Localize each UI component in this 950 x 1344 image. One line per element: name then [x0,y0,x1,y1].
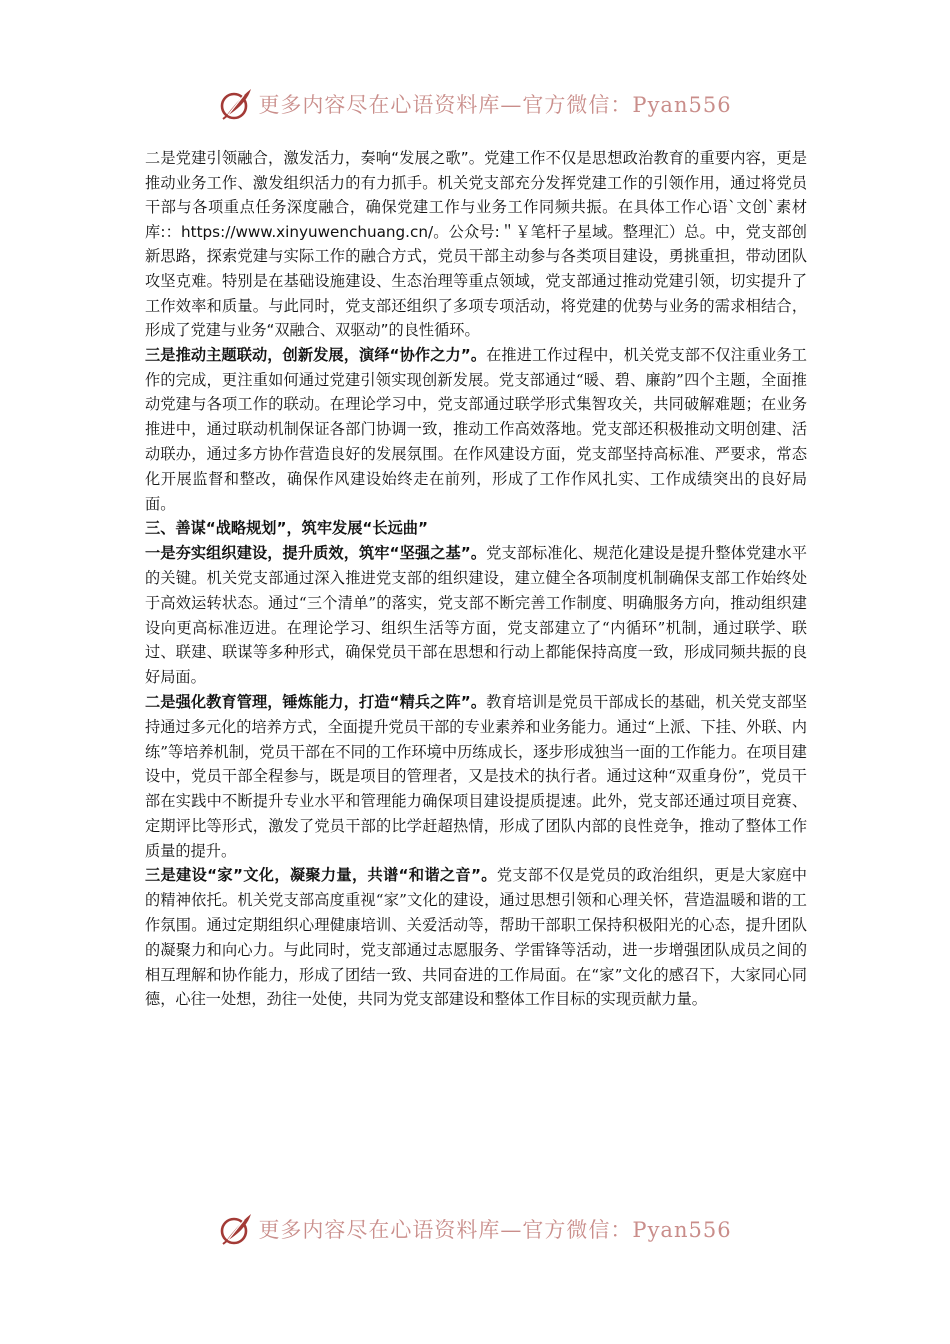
paragraph-lead: 三是建设“家”文化，凝聚力量，共谱“和谐之音”。 [145,866,497,885]
paragraph-text: 党支部不仅是党员的政治组织，更是大家庭中的精神依托。机关党支部高度重视“家”文化的建设，通过思想引领和心理关怀，营造温暖和谐的工作氛围。通过定期组织心理健康培训、关爱活动等，帮助干部职工保持积极阳光的心态，提升团队的凝聚力和向心力。与此同时，党支部通过志愿服务、学雷锋等活动，进一步增强团队成员之间的相互理解和协作能力，形成了团结一致、共同奋进的工作局面。在“家”文化的感召下，大家同心同德，心往一处想，劲往一处使，共同为党支部建设和整体工作目标的实现贡献力量。 [145,866,807,1009]
paragraph-text: 教育培训是党员干部成长的基础，机关党支部坚持通过多元化的培养方式，全面提升党员干部的专业素养和业务能力。通过“上派、下挂、外联、内练”等培养机制，党员干部在不同的工作环境中历练成长，逐步形成独当一面的工作能力。在项目建设中，党员干部全程参与，既是项目的管理者，又是技术的执行者。通过这种“双重身份”，党员干部在实践中不断提升专业水平和管理能力确保项目建设提质提速。此外，党支部还通过项目竞赛、定期评比等形式，激发了党员干部的比学赶超热情，形成了团队内部的良性竞争，推动了整体工作质量的提升。 [145,692,807,860]
paragraph-lead: 二是强化教育管理，锤炼能力，打造“精兵之阵”。 [145,692,487,711]
quill-pen-icon [218,1211,254,1247]
quill-pen-icon [218,86,254,122]
section-heading: 三、善谋“战略规划”，筑牢发展“长远曲” [145,519,428,538]
paragraph-text: 在推进工作过程中，机关党支部不仅注重业务工作的完成，更注重如何通过党建引领实现创新发展。党支部通过“暖、碧、廉韵”四个主题，全面推动党建与各项工作的联动。在理论学习中，党支部通过联学形式集智攻关，共同破解难题；在业务推进中，通过联动机制保证各部门协调一致，推动工作高效落地。党支部还积极推动文明创建、活动联办，通过多方协作营造良好的发展氛围。在作风建设方面，党支部坚持高标准、严要求，常态化开展监督和整改，确保作风建设始终走在前列，形成了工作作风扎实、工作成绩突出的良好局面。 [145,345,807,513]
paragraph-text: 党支部标准化、规范化建设是提升整体党建水平的关键。机关党支部通过深入推进党支部的组织建设，建立健全各项制度机制确保支部工作始终处于高效运转状态。通过“三个清单”的落实，党支部不断完善工作制度、明确服务方向，推动组织建设向更高标准迈进。在理论学习、组织生活等方面，党支部建立了“内循环”机制，通过联学、联过、联建、联谋等多种形式，确保党员干部在思想和行动上都能保持高度一致，形成同频共振的良好局面。 [145,544,807,687]
paragraph-text: 二是党建引领融合，激发活力，奏响“发展之歌”。党建工作不仅是思想政治教育的重要内容，更是推动业务工作、激发组织活力的有力抓手。机关党支部充分发挥党建工作的引领作用，通过将党员干部与各项重点任务深度融合，确保党建工作与业务工作同频共振。在具体工作心语`文创`素材库:：https://www.xinyuwenchuang.cn/。公众号:＂￥笔杆子星域。整理汇）总。中，党支部创新思路，探索党建与实际工作的融合方式，党员干部主动参与各类项目建设，勇挑重担，带动团队攻坚克难。特别是在基础设施建设、生态治理等重点领域，党支部通过推动党建引领，切实提升了工作效率和质量。与此同时，党支部还组织了多项专项活动，将党建的优势与业务的需求相结合，形成了党建与业务“双融合、双驱动”的良性循环。 [145,149,807,340]
paragraph-party-integration [145,146,807,343]
header-watermark-banner [0,82,950,126]
header-banner-text: 更多内容尽在心语资料库—官方微信：Pyan556 [258,93,732,117]
paragraph-home-culture [145,863,807,1012]
paragraph-lead: 一是夯实组织建设，提升质效，筑牢“坚强之基”。 [145,544,487,563]
paragraph-education-management [145,690,807,864]
paragraph-theme-linkage [145,343,807,517]
document-body [145,146,807,1012]
footer-watermark-banner [0,1207,950,1251]
paragraph-lead: 三是推动主题联动，创新发展，演绎“协作之力”。 [145,345,487,364]
paragraph-organization-building [145,541,807,690]
footer-banner-text: 更多内容尽在心语资料库—官方微信：Pyan556 [258,1218,732,1242]
